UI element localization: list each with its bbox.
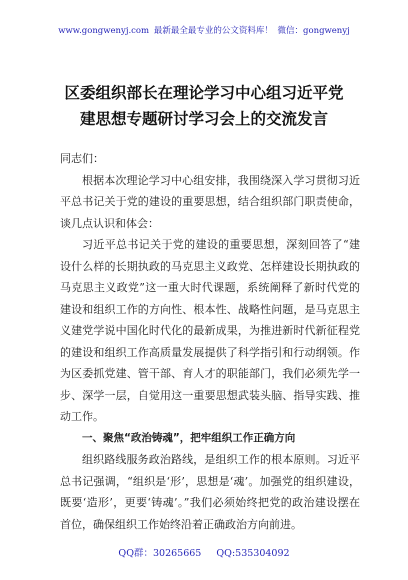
header-site[interactable]: www.gongwenyj.com <box>58 26 150 36</box>
footer-qq-group: QQ群：30265665 <box>118 548 202 559</box>
title-line-1: 区委组织部长在理论学习中心组习近平党 <box>64 84 344 102</box>
document-body <box>60 148 360 535</box>
header-slogan: 最新最全最专业的公文资料库！ <box>153 26 273 36</box>
paragraph-main: 习近平总书记关于党的建设的重要思想，深刻回答了“建设什么样的长期执政的马克思主义政党、怎样建设长期执政的马克思主义政党”这一重大时代课题，系统阐释了新时代党的建设和组织工作的方向性、根本性、战略性问题，是马克思主义建党学说中国化时代化的最新成果，为推进新时代新征程党的建设和组织工作高质量发展提供了科学指引和行动纲领。作为区委抓党建、管干部、育人才的职能部门，我们必须先学一步、深学一层，自觉用这一重要思想武装头脑、指导实践、推动工作。 <box>60 238 360 423</box>
footer-qq: QQ:535304092 <box>216 548 290 559</box>
section-heading-1: 一、聚焦“政治铸魂”，把牢组织工作正确方向 <box>82 431 296 444</box>
title-line-2: 建思想专题研讨学习会上的交流发言 <box>79 110 328 128</box>
paragraph-section-1: 组织路线服务政治路线，是组织工作的根本原则。习近平总书记强调，“组织是‘形’，思想是‘魂’。加强党的组织建设，既要‘造形’，更要‘铸魂’。”我们必须始终把党的政治建设摆在首位，确保组织工作始终沿着正确政治方向前进。 <box>60 453 360 531</box>
salutation: 同志们： <box>60 152 104 165</box>
header-wechat: 微信：gongwenyj <box>277 26 350 36</box>
document-title <box>0 80 408 132</box>
page-header <box>0 24 408 36</box>
paragraph-intro: 根据本次理论学习中心组安排，我围绕深入学习贯彻习近平总书记关于党的建设的重要思想，结合组织部门职责使命，谈几点认识和体会： <box>60 173 360 230</box>
page-footer <box>0 545 408 559</box>
